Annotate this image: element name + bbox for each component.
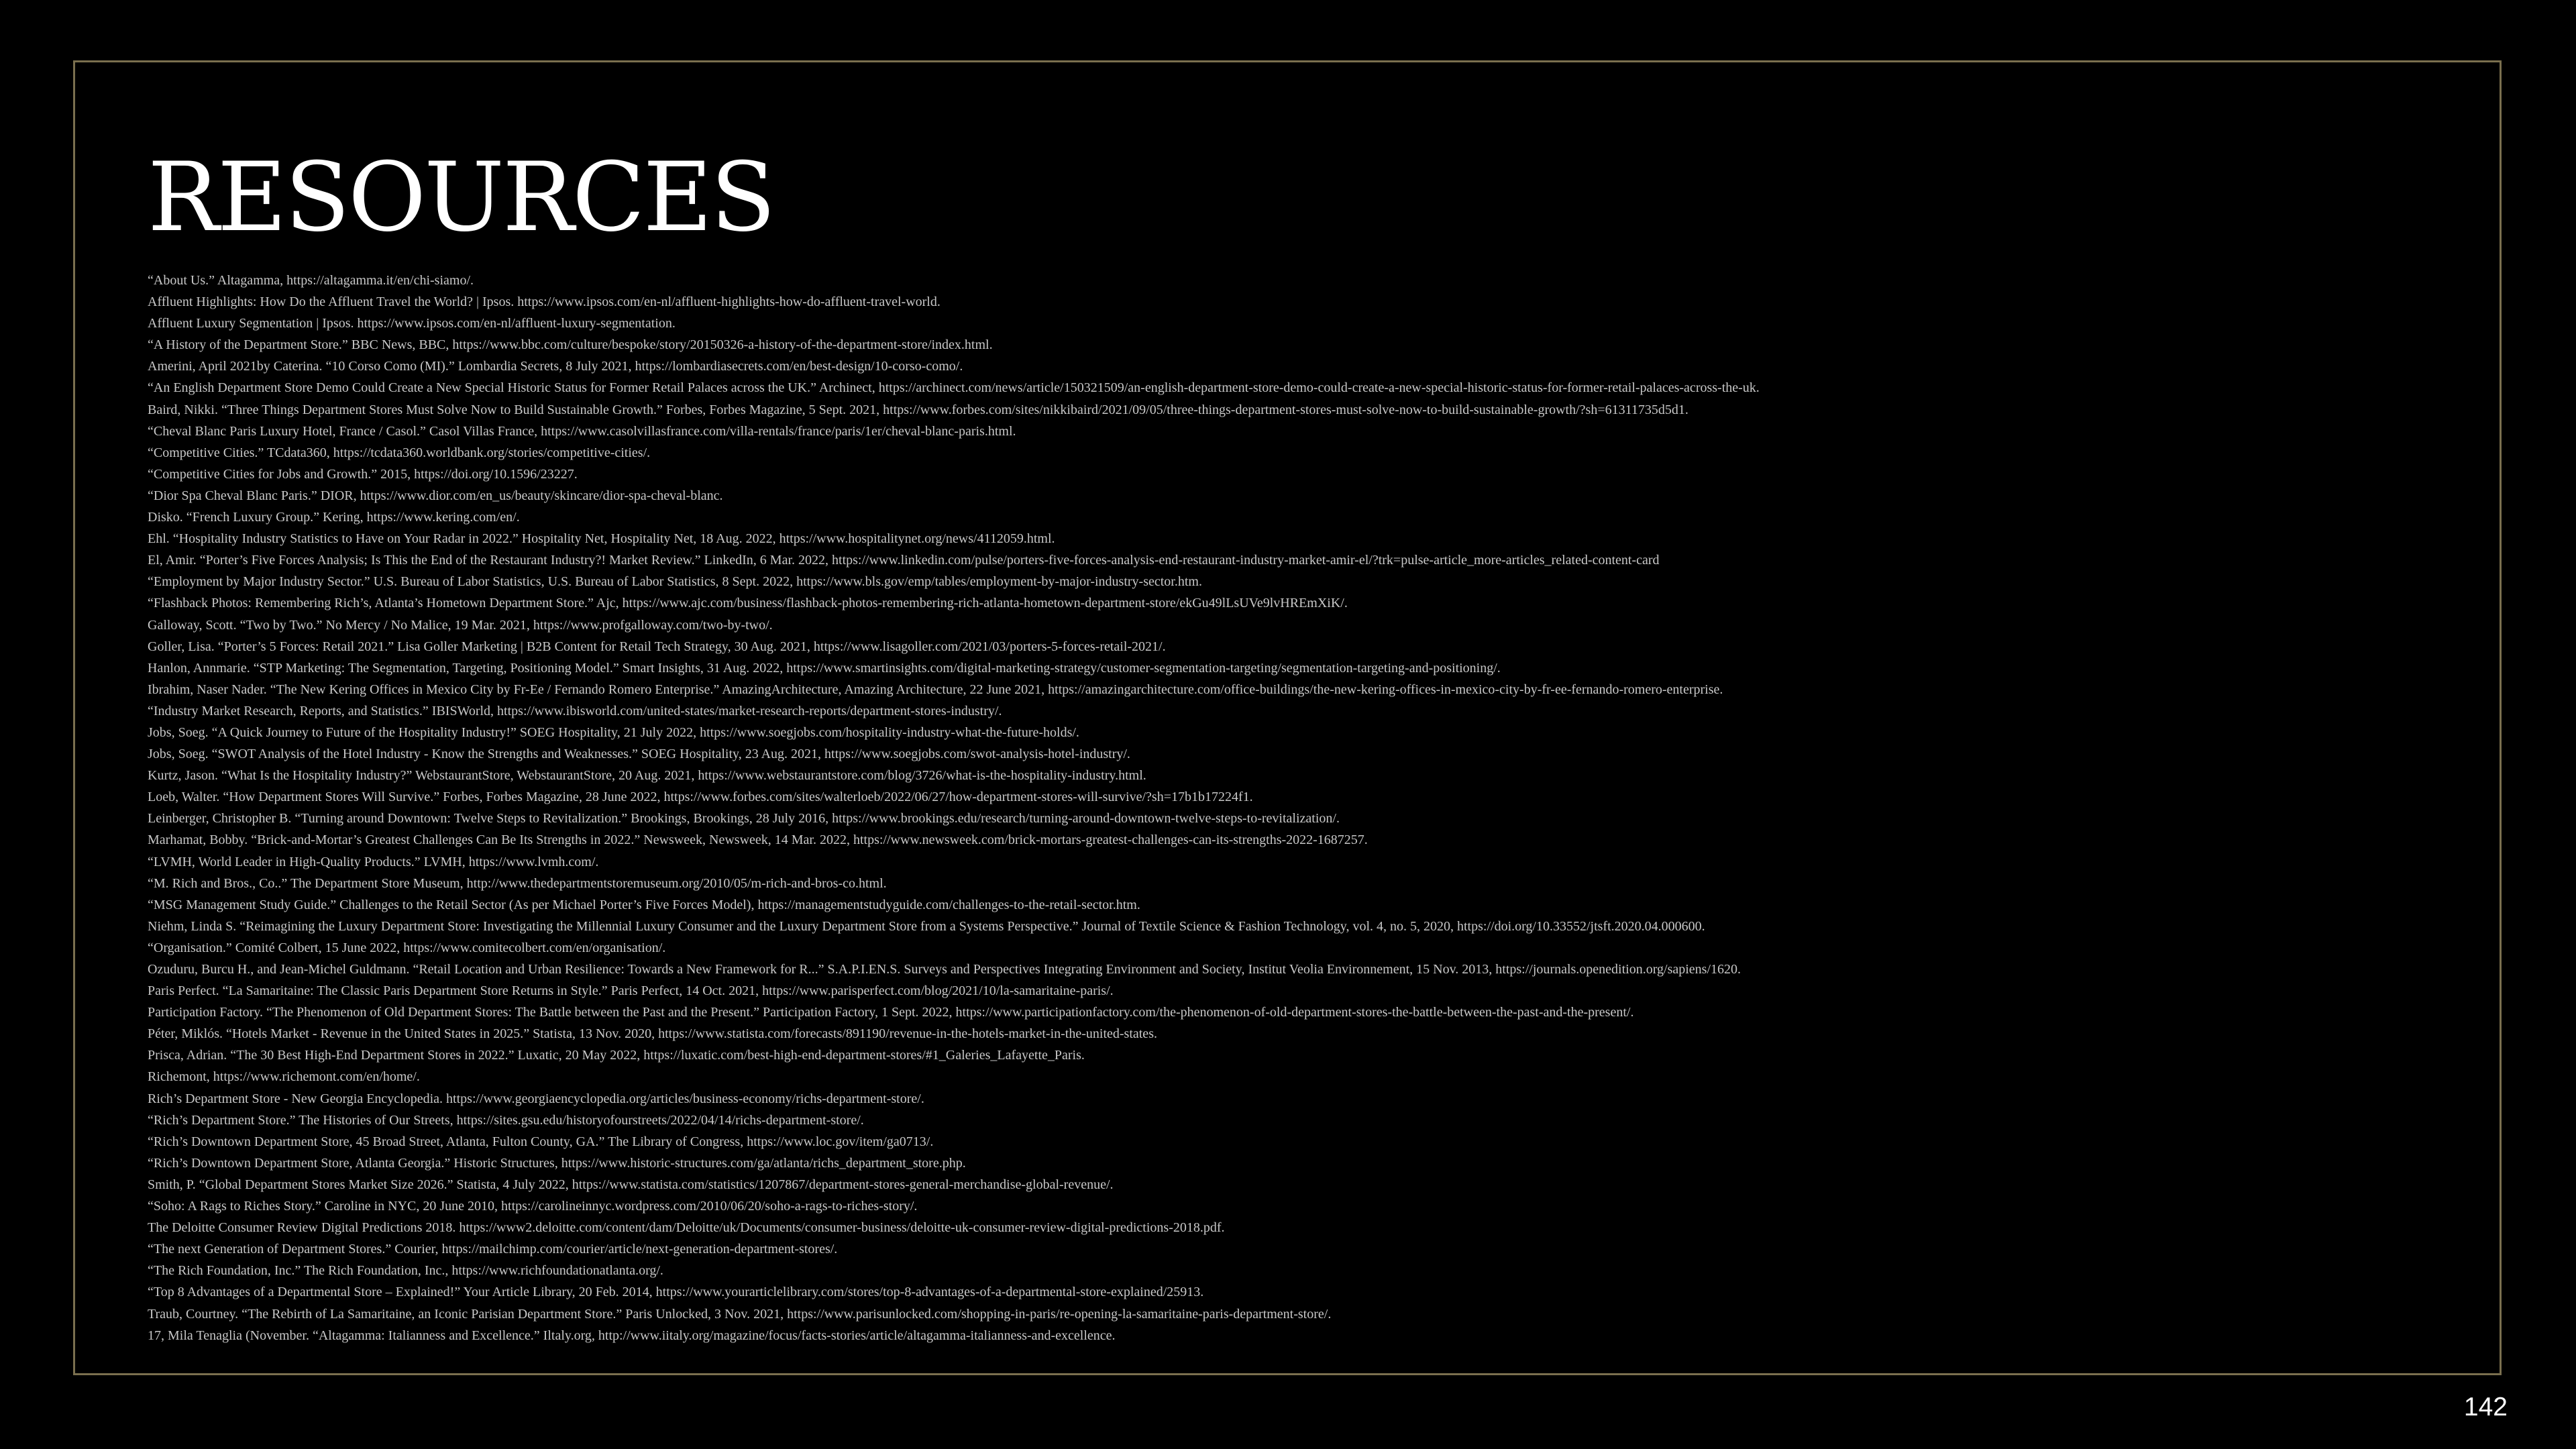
reference-entry: 17, Mila Tenaglia (November. “Altagamma: Italianness and Excellence.” Iltaly.org, http://www.iitaly.org/magazine/focus/facts-stories/article/altagamma-italianness-and-excellence.: [148, 1328, 1116, 1343]
reference-entry: “Cheval Blanc Paris Luxury Hotel, France / Casol.” Casol Villas France, https://www.casolvillasfrance.com/villa-rentals/france/paris/1er/cheval-blanc-paris.html.: [148, 423, 1016, 439]
reference-entry: “The Rich Foundation, Inc.” The Rich Foundation, Inc., https://www.richfoundationatlanta.org/.: [148, 1263, 663, 1279]
reference-entry: Traub, Courtney. “The Rebirth of La Samaritaine, an Iconic Parisian Department Store.” Paris Unlocked, 3 Nov. 2021, https://www.parisunlocked.com/shopping-in-paris/re-opening-la-samaritaine-paris-department-store/.: [148, 1306, 1332, 1322]
reference-entry: Amerini, April 2021by Caterina. “10 Corso Como (MI).” Lombardia Secrets, 8 July 2021, https://lombardiasecrets.com/en/best-design/10-corso-como/.: [148, 359, 963, 374]
reference-entry: Jobs, Soeg. “SWOT Analysis of the Hotel Industry - Know the Strengths and Weaknesses.” SOEG Hospitality, 23 Aug. 2021, https://www.soegjobs.com/swot-analysis-hotel-industry/.: [148, 747, 1130, 762]
reference-entry: Smith, P. “Global Department Stores Market Size 2026.” Statista, 4 July 2022, https://www.statista.com/statistics/1207867/department-stores-general-merchandise-global-revenue/.: [148, 1177, 1114, 1192]
reference-entry: “Rich’s Department Store.” The Histories of Our Streets, https://sites.gsu.edu/historyofourstreets/2022/04/14/richs-department-store/.: [148, 1112, 864, 1128]
reference-entry: El, Amir. “Porter’s Five Forces Analysis; Is This the End of the Restaurant Industry?! Market Review.” LinkedIn, 6 Mar. 2022, https://www.linkedin.com/pulse/porters-five-forces-analysis-end-restaurant-industry-market-amir-el/?trk=pulse-article_more-articles_related-content-card: [148, 553, 1660, 568]
reference-entry: Leinberger, Christopher B. “Turning around Downtown: Twelve Steps to Revitalization.” Brookings, Brookings, 28 July 2016, https://www.brookings.edu/research/turning-around-downtown-twelve-steps-to-revitalization/.: [148, 811, 1340, 826]
reference-entry: Ozuduru, Burcu H., and Jean-Michel Guldmann. “Retail Location and Urban Resilience: Towards a New Framework for R...” S.A.P.I.EN.S. Surveys and Perspectives Integrating Environment and Society, Institut Veolia Environnement, 15 Nov. 2013, https://journals.openedition.org/sapiens/1620.: [148, 962, 1741, 977]
reference-entry: Affluent Highlights: How Do the Affluent Travel the World? | Ipsos. https://www.ipsos.com/en-nl/affluent-highlights-how-do-affluent-travel-world.: [148, 294, 941, 310]
reference-entry: “LVMH, World Leader in High-Quality Products.” LVMH, https://www.lvmh.com/.: [148, 854, 599, 869]
reference-entry: “About Us.” Altagamma, https://altagamma.it/en/chi-siamo/.: [148, 273, 474, 288]
reference-entry: “Top 8 Advantages of a Departmental Store – Explained!” Your Article Library, 20 Feb. 2014, https://www.yourarticlelibrary.com/stores/top-8-advantages-of-a-departmental-store-explained/25913.: [148, 1285, 1204, 1300]
reference-entry: Ibrahim, Naser Nader. “The New Kering Offices in Mexico City by Fr-Ee / Fernando Romero Enterprise.” AmazingArchitecture, Amazing Architecture, 22 June 2021, https://amazingarchitecture.com/office-buildings/the-new-kering-offices-in-mexico-city-by-fr-ee-fernando-romero-enterprise.: [148, 682, 1723, 697]
reference-entry: Marhamat, Bobby. “Brick-and-Mortar’s Greatest Challenges Can Be Its Strengths in 2022.” Newsweek, Newsweek, 14 Mar. 2022, https://www.newsweek.com/brick-mortars-greatest-challenges-can-its-strengths-2022-1687257.: [148, 833, 1368, 848]
reference-entry: “Flashback Photos: Remembering Rich’s, Atlanta’s Hometown Department Store.” Ajc, https://www.ajc.com/business/flashback-photos-remembering-rich-atlanta-hometown-department-store/ekGu49lLsUVe9lvHREmXiK/.: [148, 596, 1348, 611]
references-list: [148, 270, 2428, 1346]
reference-entry: “Rich’s Downtown Department Store, Atlanta Georgia.” Historic Structures, https://www.historic-structures.com/ga/atlanta/richs_department_store.php.: [148, 1155, 966, 1171]
reference-entry: “Rich’s Downtown Department Store, 45 Broad Street, Atlanta, Fulton County, GA.” The Library of Congress, https://www.loc.gov/item/ga0713/.: [148, 1134, 934, 1149]
slide-title: RESOURCES: [148, 142, 774, 253]
reference-entry: Galloway, Scott. “Two by Two.” No Mercy / No Malice, 19 Mar. 2021, https://www.profgalloway.com/two-by-two/.: [148, 617, 773, 633]
reference-entry: Disko. “French Luxury Group.” Kering, https://www.kering.com/en/.: [148, 510, 520, 525]
reference-entry: Rich’s Department Store - New Georgia Encyclopedia. https://www.georgiaencyclopedia.org/articles/business-economy/richs-department-store/.: [148, 1091, 924, 1106]
reference-entry: Richemont, https://www.richemont.com/en/home/.: [148, 1069, 420, 1085]
reference-entry: “The next Generation of Department Stores.” Courier, https://mailchimp.com/courier/article/next-generation-department-stores/.: [148, 1242, 838, 1257]
reference-entry: “An English Department Store Demo Could Create a New Special Historic Status for Former Retail Palaces across the UK.” Archinect, https://archinect.com/news/article/150321509/an-english-department-store-demo-could-create-a-new-special-historic-status-for-former-retail-palaces-across-the-uk.: [148, 380, 1760, 396]
reference-entry: “MSG Management Study Guide.” Challenges to the Retail Sector (As per Michael Porter’s Five Forces Model), https://managementstudyguide.com/challenges-to-the-retail-sector.htm.: [148, 897, 1140, 912]
reference-entry: Ehl. “Hospitality Industry Statistics to Have on Your Radar in 2022.” Hospitality Net, Hospitality Net, 18 Aug. 2022, https://www.hospitalitynet.org/news/4112059.html.: [148, 531, 1055, 547]
reference-entry: “Competitive Cities.” TCdata360, https://tcdata360.worldbank.org/stories/competitive-cities/.: [148, 445, 651, 460]
reference-entry: Paris Perfect. “La Samaritaine: The Classic Paris Department Store Returns in Style.” Paris Perfect, 14 Oct. 2021, https://www.parisperfect.com/blog/2021/10/la-samaritaine-paris/.: [148, 983, 1114, 999]
reference-entry: “Employment by Major Industry Sector.” U.S. Bureau of Labor Statistics, U.S. Bureau of Labor Statistics, 8 Sept. 2022, https://www.bls.gov/emp/tables/employment-by-major-industry-sector.htm.: [148, 574, 1202, 590]
reference-entry: Affluent Luxury Segmentation | Ipsos. https://www.ipsos.com/en-nl/affluent-luxury-segmentation.: [148, 316, 676, 331]
reference-entry: “Organisation.” Comité Colbert, 15 June 2022, https://www.comitecolbert.com/en/organisation/.: [148, 940, 666, 955]
reference-entry: Niehm, Linda S. “Reimagining the Luxury Department Store: Investigating the Millennial Luxury Consumer and the Luxury Department Store from a Systems Perspective.” Journal of Textile Science & Fashion Technology, vol. 4, no. 5, 2020, https://doi.org/10.33552/jtsft.2020.04.000600.: [148, 918, 1705, 934]
reference-entry: “M. Rich and Bros., Co..” The Department Store Museum, http://www.thedepartmentstoremuseum.org/2010/05/m-rich-and-bros-co.html.: [148, 875, 887, 891]
reference-entry: Hanlon, Annmarie. “STP Marketing: The Segmentation, Targeting, Positioning Model.” Smart Insights, 31 Aug. 2022, https://www.smartinsights.com/digital-marketing-strategy/customer-segmentation-targeting/segmentation-targeting-and-positioning/.: [148, 660, 1501, 676]
reference-entry: “A History of the Department Store.” BBC News, BBC, https://www.bbc.com/culture/bespoke/story/20150326-a-history-of-the-department-store/index.html.: [148, 337, 993, 353]
reference-entry: Jobs, Soeg. “A Quick Journey to Future of the Hospitality Industry!” SOEG Hospitality, 21 July 2022, https://www.soegjobs.com/hospitality-industry-what-the-future-holds/.: [148, 724, 1079, 740]
reference-entry: “Industry Market Research, Reports, and Statistics.” IBISWorld, https://www.ibisworld.com/united-states/market-research-reports/department-stores-industry/.: [148, 703, 1002, 718]
reference-entry: “Soho: A Rags to Riches Story.” Caroline in NYC, 20 June 2010, https://carolineinnyc.wordpress.com/2010/06/20/soho-a-rags-to-riches-story/.: [148, 1199, 918, 1214]
reference-entry: “Dior Spa Cheval Blanc Paris.” DIOR, https://www.dior.com/en_us/beauty/skincare/dior-spa-cheval-blanc.: [148, 488, 723, 503]
reference-entry: Prisca, Adrian. “The 30 Best High-End Department Stores in 2022.” Luxatic, 20 May 2022, https://luxatic.com/best-high-end-department-stores/#1_Galeries_Lafayette_Paris.: [148, 1048, 1085, 1063]
reference-entry: Kurtz, Jason. “What Is the Hospitality Industry?” WebstaurantStore, WebstaurantStore, 20 Aug. 2021, https://www.webstaurantstore.com/blog/3726/what-is-the-hospitality-industry.html.: [148, 768, 1146, 784]
reference-entry: “Competitive Cities for Jobs and Growth.” 2015, https://doi.org/10.1596/23227.: [148, 466, 578, 482]
reference-entry: Goller, Lisa. “Porter’s 5 Forces: Retail 2021.” Lisa Goller Marketing | B2B Content for Retail Tech Strategy, 30 Aug. 2021, https://www.lisagoller.com/2021/03/porters-5-forces-retail-2021/.: [148, 639, 1166, 654]
reference-entry: Péter, Miklós. “Hotels Market - Revenue in the United States in 2025.” Statista, 13 Nov. 2020, https://www.statista.com/forecasts/891190/revenue-in-the-hotels-market-in-the-united-states.: [148, 1026, 1157, 1042]
page-number: 142: [2463, 1393, 2508, 1421]
reference-entry: Loeb, Walter. “How Department Stores Will Survive.” Forbes, Forbes Magazine, 28 June 2022, https://www.forbes.com/sites/walterloeb/2022/06/27/how-department-stores-will-survive/?sh=17b1b17224f1.: [148, 790, 1253, 805]
reference-entry: The Deloitte Consumer Review Digital Predictions 2018. https://www2.deloitte.com/content/dam/Deloitte/uk/Documents/consumer-business/deloitte-uk-consumer-review-digital-predictions-2018.pdf.: [148, 1220, 1225, 1236]
reference-entry: Baird, Nikki. “Three Things Department Stores Must Solve Now to Build Sustainable Growth.” Forbes, Forbes Magazine, 5 Sept. 2021, https://www.forbes.com/sites/nikkibaird/2021/09/05/three-things-department-stores-must-solve-now-to-build-sustainable-growth/?sh=61311735d5d1.: [148, 402, 1688, 417]
reference-entry: Participation Factory. “The Phenomenon of Old Department Stores: The Battle between the Past and the Present.” Participation Factory, 1 Sept. 2022, https://www.participationfactory.com/the-phenomenon-of-old-department-stores-the-battle-between-the-past-and-the-present/.: [148, 1005, 1634, 1020]
